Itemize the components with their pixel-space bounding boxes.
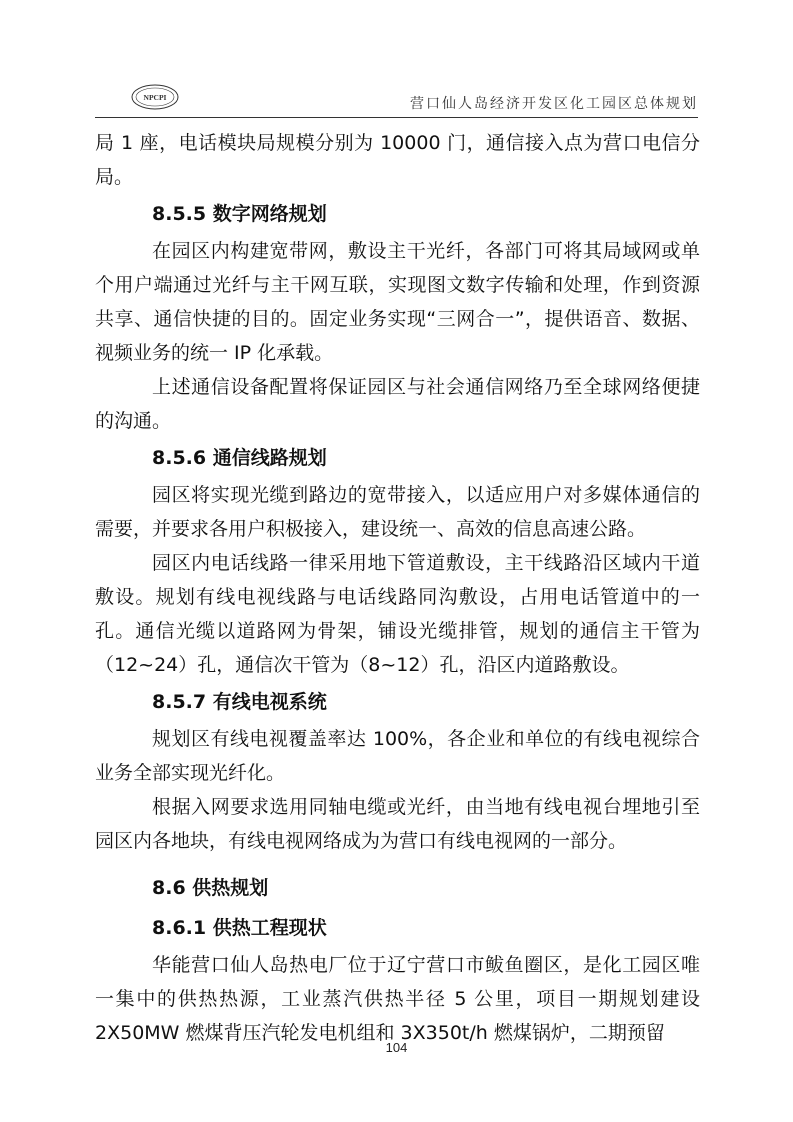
header-divider <box>95 117 698 118</box>
paragraph: 华能营口仙人岛热电厂位于辽宁营口市鲅鱼圈区，是化工园区唯一集中的供热热源，工业蒸汽供热半径 5 公里，项目一期规划建设 2X50MW 燃煤背压汽轮发电机组和 3X350t/h 燃煤锅炉，二期预留 <box>95 954 700 1044</box>
paragraph: 上述通信设备配置将保证园区与社会通信网络乃至全球网络便捷的沟通。 <box>95 376 700 432</box>
page-header <box>0 0 793 120</box>
paragraph: 规划区有线电视覆盖率达 100%，各企业和单位的有线电视综合业务全部实现光纤化。 <box>95 728 700 784</box>
section-heading-8-5-6: 8.5.6 通信线路规划 <box>152 447 327 469</box>
section-heading-8-5-5: 8.5.5 数字网络规划 <box>152 203 327 225</box>
page-number: 104 <box>385 1040 408 1055</box>
npcpi-logo-icon <box>130 82 180 112</box>
paragraph: 在园区内构建宽带网，敷设主干光纤，各部门可将其局域网或单个用户端通过光纤与主干网互联，实现图文数字传输和处理，作到资源共享、通信快捷的目的。固定业务实现“三网合一”，提供语音、数据、视频业务的统一 IP 化承载。 <box>95 240 700 364</box>
page-body <box>95 126 700 1050</box>
paragraph: 局 1 座，电话模块局规模分别为 10000 门，通信接入点为营口电信分局。 <box>95 132 700 188</box>
paragraph: 根据入网要求选用同轴电缆或光纤，由当地有线电视台埋地引至园区内各地块，有线电视网络成为为营口有线电视网的一部分。 <box>95 796 700 852</box>
paragraph: 园区将实现光缆到路边的宽带接入，以适应用户对多媒体通信的需要，并要求各用户积极接入，建设统一、高效的信息高速公路。 <box>95 484 700 540</box>
section-heading-8-6: 8.6 供热规划 <box>152 877 269 899</box>
document-title: 营口仙人岛经济开发区化工园区总体规划 <box>410 96 698 112</box>
section-heading-8-5-7: 8.5.7 有线电视系统 <box>152 691 327 713</box>
paragraph: 园区内电话线路一律采用地下管道敷设，主干线路沿区域内干道敷设。规划有线电视线路与电话线路同沟敷设，占用电话管道中的一孔。通信光缆以道路网为骨架，铺设光缆排管，规划的通信主干管为（12~24）孔，通信次干管为（8~12）孔，沿区内道路敷设。 <box>95 552 700 676</box>
svg-text:NPCPI: NPCPI <box>143 93 167 102</box>
section-heading-8-6-1: 8.6.1 供热工程现状 <box>152 917 327 939</box>
